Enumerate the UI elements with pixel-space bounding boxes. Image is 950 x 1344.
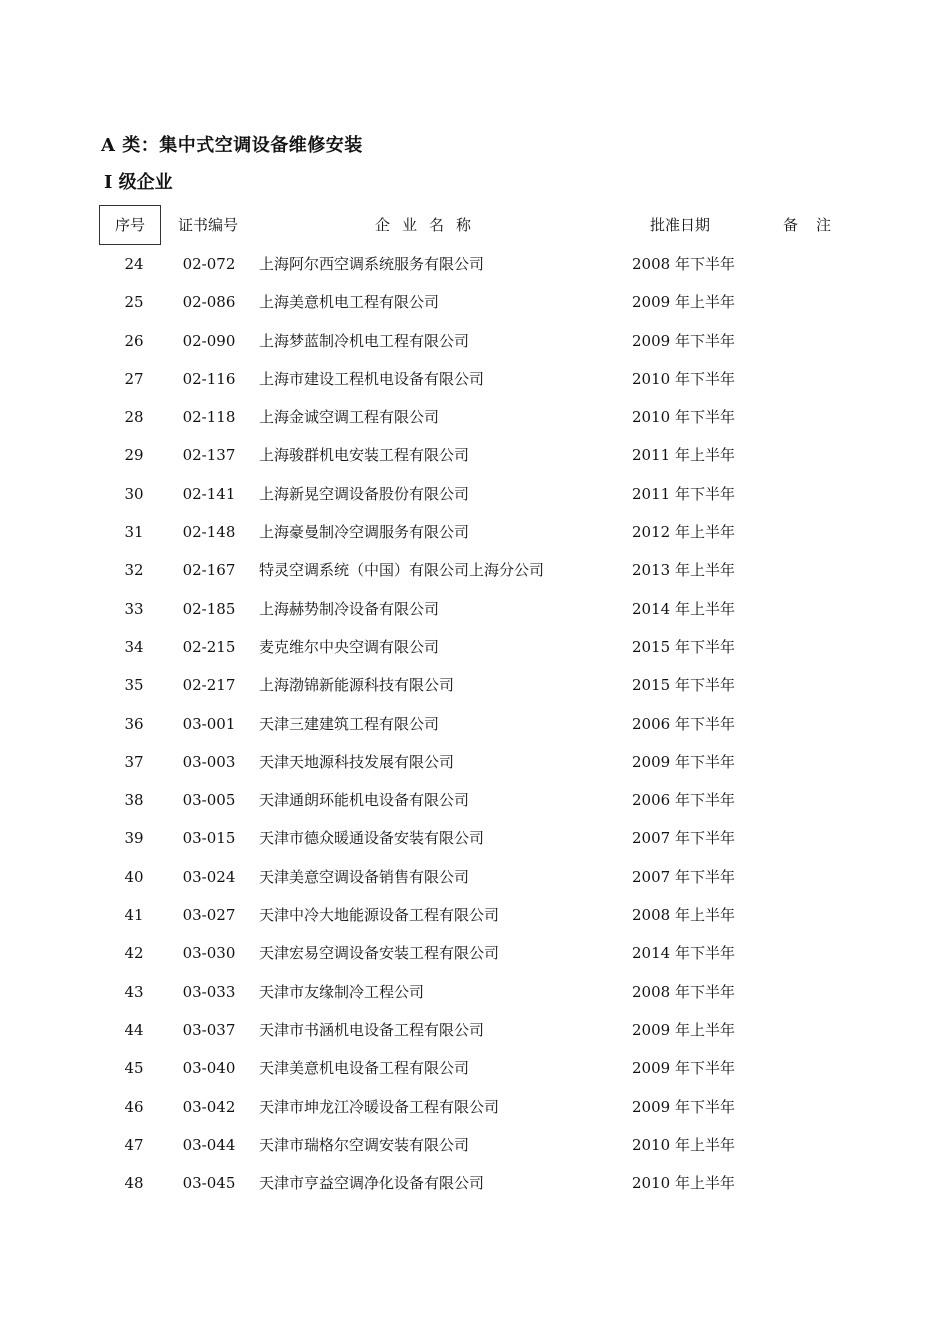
cell-company-name: 上海梦蓝制冷机电工程有限公司 — [259, 331, 470, 350]
cell-seq: 28 — [124, 408, 144, 427]
cell-cert-number: 03-015 — [182, 829, 236, 848]
table-row — [0, 360, 950, 398]
table-row — [0, 436, 950, 474]
cell-company-name: 天津三建建筑工程有限公司 — [259, 714, 440, 733]
cell-cert-number: 02-072 — [182, 255, 236, 273]
cell-seq: 27 — [124, 369, 144, 388]
page-title: A 类：集中式空调设备维修安装 — [101, 135, 363, 156]
cell-cert-number: 02-116 — [182, 369, 236, 388]
cell-approval-date: 2009 年下半年 — [632, 752, 735, 771]
table-row — [0, 781, 950, 819]
cell-cert-number: 02-086 — [182, 293, 236, 312]
cell-company-name: 天津市德众暖通设备安装有限公司 — [259, 829, 485, 848]
cell-company-name: 天津宏易空调设备安装工程有限公司 — [259, 944, 500, 963]
cell-company-name: 天津天地源科技发展有限公司 — [259, 752, 455, 771]
cell-company-name: 上海阿尔西空调系统服务有限公司 — [259, 255, 485, 273]
cell-approval-date: 2015 年下半年 — [632, 637, 735, 656]
table-row — [0, 398, 950, 436]
cell-cert-number: 03-040 — [182, 1059, 236, 1078]
cell-seq: 26 — [124, 331, 144, 350]
cell-seq: 30 — [124, 484, 144, 503]
table-row — [0, 934, 950, 972]
cell-seq: 48 — [124, 1174, 144, 1193]
cell-company-name: 天津市友缘制冷工程公司 — [259, 982, 425, 1001]
table-row — [0, 628, 950, 666]
cell-approval-date: 2008 年下半年 — [632, 982, 735, 1001]
table-row — [0, 819, 950, 857]
cell-company-name: 天津市瑞格尔空调安装有限公司 — [259, 1135, 470, 1154]
table-row — [0, 1011, 950, 1049]
table-row — [0, 666, 950, 704]
cell-company-name: 上海新晃空调设备股份有限公司 — [259, 484, 470, 503]
cell-cert-number: 02-137 — [182, 446, 236, 465]
cell-cert-number: 03-003 — [182, 752, 236, 771]
cell-cert-number: 03-042 — [182, 1097, 236, 1116]
cell-approval-date: 2008 年上半年 — [632, 906, 735, 925]
table-row — [0, 322, 950, 360]
cell-seq: 35 — [124, 676, 144, 695]
cell-approval-date: 2010 年下半年 — [632, 369, 735, 388]
cell-seq: 37 — [124, 752, 144, 771]
table-row — [0, 283, 950, 321]
cell-approval-date: 2011 年下半年 — [632, 484, 735, 503]
cell-seq: 34 — [124, 637, 144, 656]
cell-company-name: 特灵空调系统（中国）有限公司上海分公司 — [259, 561, 545, 580]
cell-cert-number: 03-024 — [182, 867, 236, 886]
cell-cert-number: 02-141 — [182, 484, 236, 503]
cell-approval-date: 2007 年下半年 — [632, 829, 735, 848]
cell-seq: 31 — [124, 523, 144, 542]
cell-approval-date: 2012 年上半年 — [632, 523, 735, 542]
cell-company-name: 天津美意空调设备销售有限公司 — [259, 867, 470, 886]
table-row — [0, 973, 950, 1011]
table-row — [0, 858, 950, 896]
cell-cert-number: 02-090 — [182, 331, 236, 350]
cell-company-name: 天津美意机电设备工程有限公司 — [259, 1059, 470, 1078]
cell-approval-date: 2009 年下半年 — [632, 331, 735, 350]
table-header — [0, 205, 950, 245]
cell-company-name: 上海骏群机电安装工程有限公司 — [259, 446, 470, 465]
cell-cert-number: 02-148 — [182, 523, 236, 542]
table-row — [0, 1164, 950, 1202]
cell-company-name: 上海赫势制冷设备有限公司 — [259, 599, 440, 618]
cell-seq: 36 — [124, 714, 144, 733]
table-row — [0, 1088, 950, 1126]
cell-company-name: 上海豪曼制冷空调服务有限公司 — [259, 523, 470, 542]
header-approval-date: 批准日期 — [650, 216, 711, 234]
cell-seq: 46 — [124, 1097, 144, 1116]
section-subtitle: Ⅰ 级企业 — [104, 172, 173, 193]
cell-seq: 47 — [124, 1135, 144, 1154]
cell-seq: 45 — [124, 1059, 144, 1078]
table-row — [0, 705, 950, 743]
cell-cert-number: 03-033 — [182, 982, 236, 1001]
table-row — [0, 1049, 950, 1087]
table-body — [0, 245, 950, 1202]
cell-approval-date: 2009 年上半年 — [632, 1020, 735, 1039]
table-row — [0, 1126, 950, 1164]
cell-approval-date: 2008 年下半年 — [632, 255, 735, 273]
table-row — [0, 896, 950, 934]
table-row — [0, 551, 950, 589]
cell-seq: 43 — [124, 982, 144, 1001]
table-row — [0, 513, 950, 551]
cell-seq: 24 — [124, 255, 144, 273]
cell-company-name: 上海金诚空调工程有限公司 — [259, 408, 440, 427]
cell-approval-date: 2014 年上半年 — [632, 599, 735, 618]
cell-approval-date: 2006 年下半年 — [632, 714, 735, 733]
cell-cert-number: 03-044 — [182, 1135, 236, 1154]
cell-cert-number: 02-215 — [182, 637, 236, 656]
cell-cert-number: 03-030 — [182, 944, 236, 963]
cell-company-name: 天津中冷大地能源设备工程有限公司 — [259, 906, 500, 925]
cell-seq: 32 — [124, 561, 144, 580]
header-cert-number: 证书编号 — [178, 216, 239, 234]
cell-seq: 41 — [124, 906, 144, 925]
cell-seq: 33 — [124, 599, 144, 618]
cell-seq: 25 — [124, 293, 144, 312]
cell-approval-date: 2009 年下半年 — [632, 1097, 735, 1116]
cell-seq: 42 — [124, 944, 144, 963]
cell-company-name: 天津市书涵机电设备工程有限公司 — [259, 1020, 485, 1039]
header-seq: 序号 — [99, 205, 161, 245]
table-row — [0, 743, 950, 781]
cell-cert-number: 03-037 — [182, 1020, 236, 1039]
cell-approval-date: 2010 年上半年 — [632, 1135, 735, 1154]
table-row — [0, 475, 950, 513]
cell-approval-date: 2007 年下半年 — [632, 867, 735, 886]
table-row — [0, 245, 950, 283]
cell-cert-number: 02-185 — [182, 599, 236, 618]
header-remarks: 备注 — [783, 216, 850, 234]
cell-seq: 44 — [124, 1020, 144, 1039]
cell-cert-number: 02-118 — [182, 408, 236, 427]
header-company-name: 企业名称 — [375, 216, 484, 234]
cell-approval-date: 2009 年下半年 — [632, 1059, 735, 1078]
cell-seq: 39 — [124, 829, 144, 848]
cell-cert-number: 03-045 — [182, 1174, 236, 1193]
cell-seq: 40 — [124, 867, 144, 886]
cell-company-name: 天津市坤龙江冷暖设备工程有限公司 — [259, 1097, 500, 1116]
cell-cert-number: 02-217 — [182, 676, 236, 695]
cell-cert-number: 02-167 — [182, 561, 236, 580]
cell-approval-date: 2009 年上半年 — [632, 293, 735, 312]
cell-approval-date: 2010 年下半年 — [632, 408, 735, 427]
cell-approval-date: 2006 年下半年 — [632, 791, 735, 810]
cell-seq: 29 — [124, 446, 144, 465]
cell-company-name: 上海渤锦新能源科技有限公司 — [259, 676, 455, 695]
cell-approval-date: 2015 年下半年 — [632, 676, 735, 695]
cell-company-name: 天津市亨益空调净化设备有限公司 — [259, 1174, 485, 1193]
cell-approval-date: 2010 年上半年 — [632, 1174, 735, 1193]
cell-approval-date: 2013 年上半年 — [632, 561, 735, 580]
table-row — [0, 590, 950, 628]
cell-company-name: 上海市建设工程机电设备有限公司 — [259, 369, 485, 388]
cell-cert-number: 03-001 — [182, 714, 236, 733]
cell-company-name: 上海美意机电工程有限公司 — [259, 293, 440, 312]
cell-approval-date: 2014 年下半年 — [632, 944, 735, 963]
cell-approval-date: 2011 年上半年 — [632, 446, 735, 465]
cell-company-name: 麦克维尔中央空调有限公司 — [259, 637, 440, 656]
cell-cert-number: 03-027 — [182, 906, 236, 925]
cell-seq: 38 — [124, 791, 144, 810]
cell-company-name: 天津通朗环能机电设备有限公司 — [259, 791, 470, 810]
cell-cert-number: 03-005 — [182, 791, 236, 810]
